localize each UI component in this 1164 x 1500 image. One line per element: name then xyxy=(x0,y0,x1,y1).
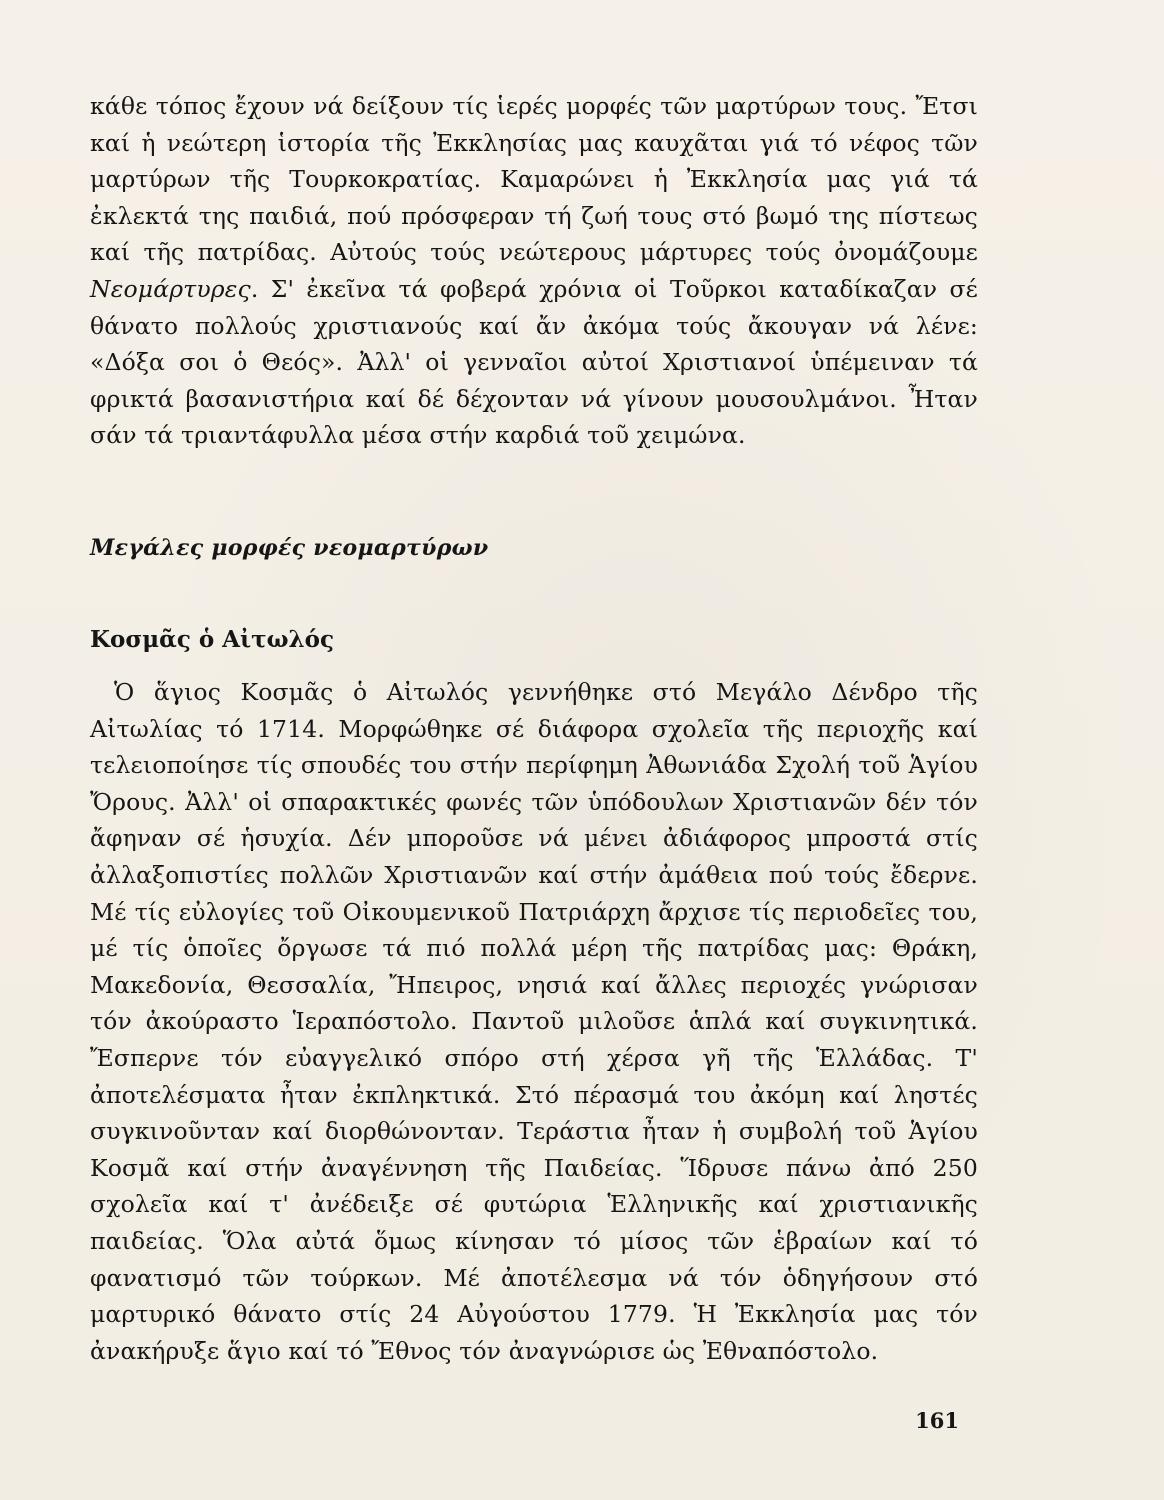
paragraph1-part2: . Σ' ἐκεῖνα τά φοβερά χρόνια οἱ Τοῦρκοι καταδίκαζαν σέ θάνατο πολλούς χριστιανούς καί ἄν ἀκόμα τούς ἄκουγαν νά λένε: «Δόξα σοι ὁ Θεός». Ἀλλ' οἱ γενναῖοι αὐτοί Χριστιανοί ὑπέμειναν τά φρικτά βασανιστήρια καί δέ δέχονταν νά γίνουν μουσουλμάνοι. Ἦταν σάν τά τριαντάφυλλα μέσα στήν καρδιά τοῦ χειμώνα. xyxy=(90,274,978,450)
paragraph-kosmas-biography: Ὁ ἅγιος Κοσμᾶς ὁ Αἰτωλός γεννήθηκε στό Μεγάλο Δένδρο τῆς Αἰτωλίας τό 1714. Μορφώθηκε σέ διάφορα σχολεῖα τῆς περιοχῆς καί τελειοποίησε τίς σπουδές του στήν περίφημη Ἀθωνιάδα Σχολή τοῦ Ἁγίου Ὄρους. Ἀλλ' οἱ σπαρακτικές φωνές τῶν ὑπόδουλων Χριστιανῶν δέν τόν ἄφηναν σέ ἡσυχία. Δέν μποροῦσε νά μένει ἀδιάφορος μπροστά στίς ἀλλαξοπιστίες πολλῶν Χριστιανῶν καί στήν ἀμάθεια πού τούς ἔδερνε. Μέ τίς εὐλογίες τοῦ Οἰκουμενικοῦ Πατριάρχη ἄρχισε τίς περιοδεῖες του, μέ τίς ὁποῖες ὄργωσε τά πιό πολλά μέρη τῆς πατρίδας μας: Θράκη, Μακεδονία, Θεσσαλία, Ἤπειρος, νησιά καί ἄλλες περιοχές γνώρισαν τόν ἀκούραστο Ἱεραπόστολο. Παντοῦ μιλοῦσε ἁπλά καί συγκινητικά. Ἔσπερνε τόν εὐαγγελικό σπόρο στή χέρσα γῆ τῆς Ἑλλάδας. Τ' ἀποτελέσματα ἦταν ἐκπληκτικά. Στό πέρασμά του ἀκόμη καί ληστές συγκινοῦνταν καί διορθώνονταν. Τεράστια ἦταν ἡ συμβολή τοῦ Ἁγίου Κοσμᾶ καί στήν ἀναγέννηση τῆς Παιδείας. Ἵδρυσε πάνω ἀπό 250 σχολεῖα καί τ' ἀνέδειξε σέ φυτώρια Ἑλληνικῆς καί χριστιανικῆς παιδείας. Ὅλα αὐτά ὅμως κίνησαν τό μίσος τῶν ἑβραίων καί τό φανατισμό τῶν τούρκων. Μέ ἀποτέλεσμα νά τόν ὁδηγήσουν στό μαρτυρικό θάνατο στίς 24 Αὐγούστου 1779. Ἡ Ἐκκλησία μας τόν ἀνακήρυξε ἅγιο καί τό Ἔθνος τόν ἀναγνώρισε ὡς Ἐθναπόστολο. xyxy=(90,678,978,1365)
section-heading: Μεγάλες μορφές νεομαρτύρων xyxy=(90,535,489,561)
sub-heading-kosmas: Κοσμᾶς ὁ Αἰτωλός xyxy=(90,626,335,653)
neomartyrs-term: Νεομάρτυρες xyxy=(90,274,251,303)
page-number: 161 xyxy=(915,1408,959,1433)
paragraph1-part1: κάθε τόπος ἔχουν νά δείξουν τίς ἱερές μορφές τῶν μαρτύρων τους. Ἔτσι καί ἡ νεώτερη ἱστορία τῆς Ἐκκλησίας μας καυχᾶται γιά τό νέφος τῶν μαρτύρων τῆς Τουρκοκρατίας. Καμαρώνει ἡ Ἐκκλησία μας γιά τά ἐκλεκτά της παιδιά, πού πρόσφεραν τή ζωή τους στό βωμό της πίστεως καί τῆς πατρίδας. Αὐτούς τούς νεώτερους μάρτυρες τούς ὀνομάζουμε xyxy=(90,92,978,267)
paragraph-neomartyrs-intro xyxy=(90,88,978,454)
